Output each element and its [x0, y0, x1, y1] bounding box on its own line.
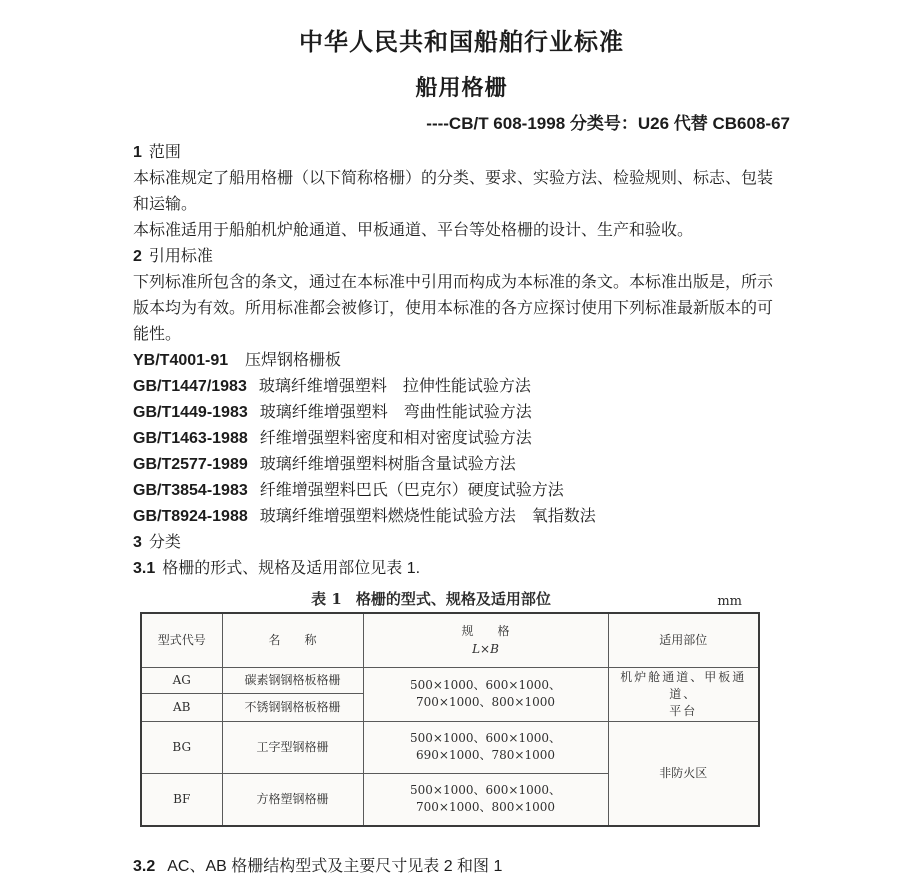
standard-title: 纤维增强塑料巴氏（巴克尔）硬度试验方法	[259, 482, 564, 499]
standard-title: 压焊钢格栅板	[245, 352, 342, 369]
standard-title: 纤维增强塑料密度和相对密度试验方法	[259, 430, 532, 447]
table-row-ag	[141, 667, 759, 693]
standard-code: YB/T4001-91	[133, 352, 229, 369]
cell-spec-ag-ab	[363, 667, 608, 721]
standard-code: GB/T8924-1988	[133, 508, 248, 525]
cell-code-bf: BF	[141, 773, 222, 826]
referenced-standard	[133, 426, 790, 452]
paragraph-line: 和运输。	[133, 196, 198, 213]
location-line: 平台	[669, 703, 698, 718]
header-spec-lxb: L×B	[472, 642, 499, 657]
cell-name-bg: 工字型钢格栅	[222, 721, 363, 773]
paragraph-line: 本标准规定了船用格栅（以下简称格栅）的分类、要求、实验方法、检验规则、标志、包装	[133, 170, 774, 187]
standard-title: 玻璃纤维增强塑料树脂含量试验方法	[259, 456, 516, 473]
cell-name-ag: 碳素钢钢格板格栅	[222, 667, 363, 693]
header-location: 适用部位	[608, 613, 759, 667]
clause-text: AC、AB 格栅结构型式及主要尺寸见表 2 和图 1	[167, 858, 503, 875]
section-number: 1	[133, 144, 142, 161]
paragraph-line: 版本均为有效。所用标准都会被修订，使用本标准的各方应探讨使用下列标准最新版本的可	[133, 300, 774, 317]
location-line: 机炉舱通道、甲板通道、	[620, 669, 747, 701]
referenced-standard	[133, 478, 790, 504]
referenced-standard	[133, 452, 790, 478]
standard-code: GB/T2577-1989	[133, 456, 248, 473]
standard-title: 玻璃纤维增强塑料燃烧性能试验方法 氧指数法	[259, 508, 596, 525]
cell-code-bg: BG	[141, 721, 222, 773]
paragraph-line: 下列标准所包含的条文，通过在本标准中引用而构成为本标准的条文。本标准出版是，所示	[133, 274, 774, 291]
table-1-block	[140, 588, 758, 827]
cell-code-ag: AG	[141, 667, 222, 693]
section-heading-1	[133, 140, 790, 166]
standard-title: 玻璃纤维增强塑料 弯曲性能试验方法	[259, 404, 532, 421]
table-header-row	[141, 613, 759, 667]
section-heading-2	[133, 244, 790, 270]
spec-line: 700×1000、800×1000	[416, 695, 555, 709]
grating-types-table	[140, 612, 760, 827]
clause-text: 格栅的形式、规格及适用部位见表 1.	[162, 560, 421, 577]
referenced-standard	[133, 504, 790, 530]
paragraph-line: 本标准适用于船舶机炉舱通道、甲板通道、平台等处格栅的设计、生产和验收。	[133, 222, 694, 239]
header-spec	[363, 613, 608, 667]
cell-spec-bg	[363, 721, 608, 773]
section-title: 范围	[148, 144, 181, 161]
section-title: 分类	[148, 534, 181, 551]
section-number: 3	[133, 534, 142, 551]
section-heading-3	[133, 530, 790, 556]
standard-number-line: ----CB/T 608-1998 分类号：U26 代替 CB608-67	[426, 114, 790, 133]
spec-line: 690×1000、780×1000	[416, 748, 555, 762]
document-body	[133, 140, 790, 582]
standard-code: GB/T1447/1983	[133, 378, 247, 395]
cell-spec-bf	[363, 773, 608, 826]
spec-line: 700×1000、800×1000	[416, 800, 555, 815]
standard-code: GB/T1449-1983	[133, 404, 248, 421]
cell-code-ab: AB	[141, 693, 222, 721]
table-caption-text: 格栅的型式、规格及适用部位	[355, 590, 551, 608]
referenced-standard	[133, 348, 790, 374]
clause-3-1	[133, 556, 790, 582]
standard-code: GB/T1463-1988	[133, 430, 248, 447]
cell-location-ag-ab	[608, 667, 759, 721]
referenced-standard	[133, 400, 790, 426]
page-title: 中华人民共和国船舶行业标准	[299, 29, 624, 56]
spec-line: 500×1000、600×1000、	[410, 783, 561, 798]
table-row-bg	[141, 721, 759, 773]
clause-3-2	[133, 854, 790, 880]
section-title: 引用标准	[148, 248, 213, 265]
spec-line: 500×1000、600×1000、	[410, 731, 561, 745]
header-type-code: 型式代号	[141, 613, 222, 667]
standard-code: GB/T3854-1983	[133, 482, 248, 499]
table-unit-label: mm	[717, 594, 742, 609]
doc-subtitle: 船用格栅	[415, 75, 508, 100]
paragraph-line: 能性。	[133, 326, 182, 343]
section-number: 2	[133, 248, 142, 265]
cell-name-bf: 方格塑钢格栅	[222, 773, 363, 826]
table-caption	[140, 588, 758, 610]
cell-location-bg-bf: 非防火区	[608, 721, 759, 826]
standard-title: 玻璃纤维增强塑料 拉伸性能试验方法	[258, 378, 531, 395]
clause-number: 3.1	[133, 560, 156, 577]
cell-name-ab: 不锈钢钢格板格栅	[222, 693, 363, 721]
spec-line: 500×1000、600×1000、	[410, 678, 561, 692]
referenced-standard	[133, 374, 790, 400]
table-caption-label: 表 1	[311, 590, 342, 608]
header-name: 名 称	[222, 613, 363, 667]
clause-number: 3.2	[133, 858, 156, 875]
header-spec-title: 规 格	[461, 624, 510, 639]
